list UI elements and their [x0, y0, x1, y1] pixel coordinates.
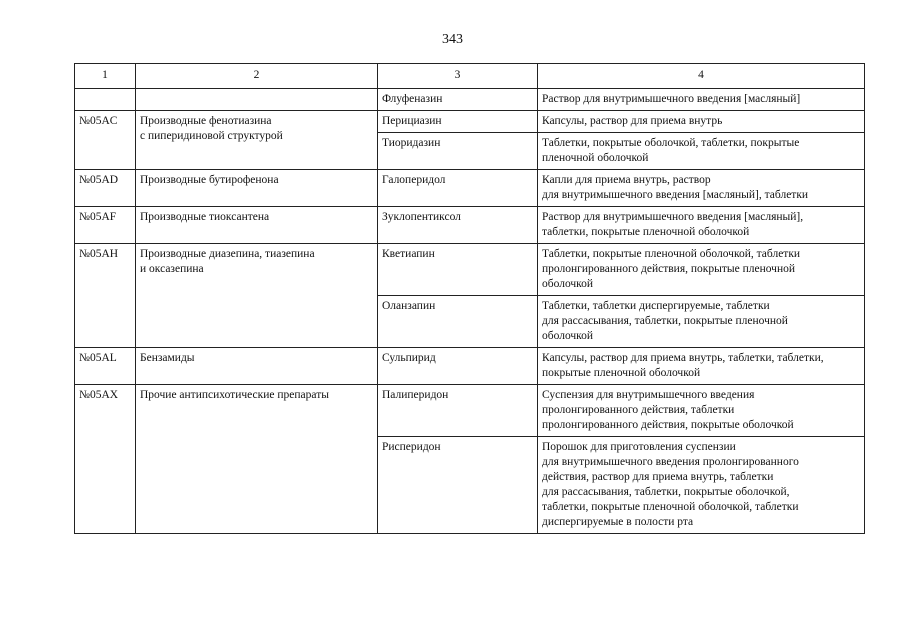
atc-code-cell: №05AH	[75, 244, 136, 348]
dosage-forms-cell: Таблетки, покрытые оболочкой, таблетки, покрытые пленочной оболочкой	[538, 133, 865, 170]
drug-name-cell: Тиоридазин	[378, 133, 538, 170]
table-row	[75, 111, 865, 133]
dosage-forms-cell: Таблетки, покрытые пленочной оболочкой, таблетки пролонгированного действия, покрытые пленочной оболочкой	[538, 244, 865, 296]
dosage-forms-cell: Порошок для приготовления суспензии для внутримышечного введения пролонгированного действия, раствор для приема внутрь, таблетки для рассасывания, таблетки, покрытые оболочкой, таблетки, покрытые пленочной оболочкой, таблетки диспергируемые в полости рта	[538, 437, 865, 534]
table-row	[75, 170, 865, 207]
atc-code-cell: №05AF	[75, 207, 136, 244]
dosage-forms-cell: Суспензия для внутримышечного введения пролонгированного действия, таблетки пролонгированного действия, покрытые оболочкой	[538, 385, 865, 437]
group-cell	[136, 89, 378, 111]
table-row	[75, 207, 865, 244]
group-cell: Бензамиды	[136, 348, 378, 385]
dosage-forms-cell: Капсулы, раствор для приема внутрь	[538, 111, 865, 133]
dosage-forms-cell: Раствор для внутримышечного введения [масляный], таблетки, покрытые пленочной оболочкой	[538, 207, 865, 244]
table-header-row	[75, 64, 865, 89]
atc-code-cell: №05AL	[75, 348, 136, 385]
atc-code-cell: №05AX	[75, 385, 136, 534]
drug-name-cell: Сульпирид	[378, 348, 538, 385]
drug-name-cell: Зуклопентиксол	[378, 207, 538, 244]
group-cell: Производные диазепина, тиазепина и оксазепина	[136, 244, 378, 348]
atc-code-cell: №05AD	[75, 170, 136, 207]
drug-name-cell: Галоперидол	[378, 170, 538, 207]
table-row	[75, 244, 865, 296]
header-cell-1: 1	[75, 64, 136, 89]
drug-name-cell: Палиперидон	[378, 385, 538, 437]
dosage-forms-cell: Капли для приема внутрь, раствор для внутримышечного введения [масляный], таблетки	[538, 170, 865, 207]
header-cell-3: 3	[378, 64, 538, 89]
atc-code-cell	[75, 89, 136, 111]
dosage-forms-cell: Раствор для внутримышечного введения [масляный]	[538, 89, 865, 111]
table-row	[75, 385, 865, 437]
drug-name-cell: Кветиапин	[378, 244, 538, 296]
header-cell-4: 4	[538, 64, 865, 89]
page-number: 343	[442, 32, 463, 47]
drug-name-cell: Перициазин	[378, 111, 538, 133]
group-cell: Прочие антипсихотические препараты	[136, 385, 378, 534]
header-cell-2: 2	[136, 64, 378, 89]
group-cell: Производные фенотиазина с пиперидиновой структурой	[136, 111, 378, 170]
group-cell: Производные тиоксантена	[136, 207, 378, 244]
table-row	[75, 348, 865, 385]
drug-name-cell: Флуфеназин	[378, 89, 538, 111]
group-cell: Производные бутирофенона	[136, 170, 378, 207]
dosage-forms-cell: Таблетки, таблетки диспергируемые, таблетки для рассасывания, таблетки, покрытые пленочной оболочкой	[538, 296, 865, 348]
drug-table	[74, 63, 865, 534]
table-row	[75, 89, 865, 111]
atc-code-cell: №05AC	[75, 111, 136, 170]
drug-name-cell: Оланзапин	[378, 296, 538, 348]
drug-name-cell: Рисперидон	[378, 437, 538, 534]
dosage-forms-cell: Капсулы, раствор для приема внутрь, таблетки, таблетки, покрытые пленочной оболочкой	[538, 348, 865, 385]
